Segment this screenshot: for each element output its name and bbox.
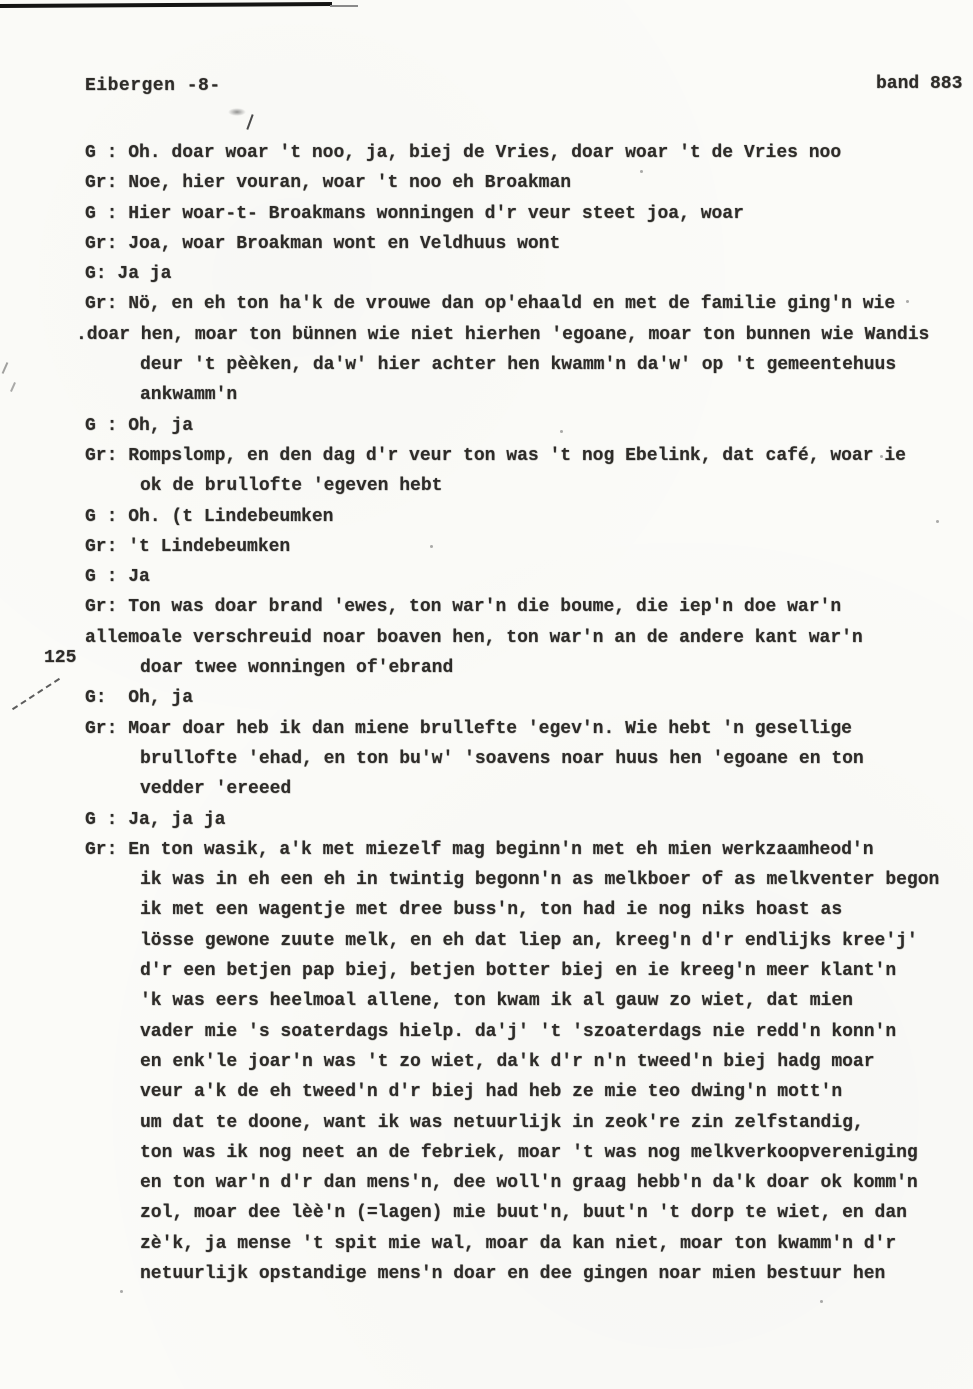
transcript-line: .doar hen, moar ton bünnen wie niet hierhen 'egoane, moar ton bunnen wie Wandis bbox=[76, 324, 930, 345]
transcript-line: G : Ja, ja ja bbox=[85, 809, 226, 830]
transcript-line: lösse gewone zuute melk, en eh dat liep an, kreeg'n d'r endlijks kree'j' bbox=[140, 930, 918, 951]
page-header-title: Eibergen -8- bbox=[85, 76, 221, 96]
transcript-line: ton was ik nog neet an de febriek, moar 't was nog melkverkoopvereniging bbox=[140, 1142, 918, 1163]
transcript-line: brullofte 'ehad, en ton bu'w' 'soavens noar huus hen 'egoane en ton bbox=[140, 748, 864, 769]
transcript-line: Gr: Noe, hier vouran, woar 't noo eh Broakman bbox=[85, 173, 572, 194]
scan-speck bbox=[120, 1290, 123, 1293]
transcript-line: allemoale verschreuid noar boaven hen, ton war'n an de andere kant war'n bbox=[85, 627, 863, 648]
transcript-line: G : Oh. doar woar 't noo, ja, biej de Vries, doar woar 't de Vries noo bbox=[85, 143, 842, 163]
scan-speck bbox=[820, 1300, 823, 1303]
transcript-line: G : Oh. (t Lindebeumken bbox=[85, 506, 334, 527]
transcript-line: Gr: En ton wasik, a'k met miezelf mag beginn'n met eh mien werkzaamheod'n bbox=[85, 839, 874, 860]
transcript-line: d'r een betjen pap biej, betjen botter biej en ie kreeg'n meer klant'n bbox=[140, 961, 897, 982]
ink-smudge-stroke bbox=[246, 114, 253, 130]
transcript-line: vedder 'ereeed bbox=[140, 779, 292, 800]
scan-speck bbox=[906, 300, 909, 303]
transcript-line: veur a'k de eh tweed'n d'r biej had heb ze mie teo dwing'n mott'n bbox=[140, 1082, 843, 1103]
transcript-line: Gr: Joa, woar Broakman wont en Veldhuus wont bbox=[85, 233, 561, 254]
transcript-line: en ton war'n d'r dan mens'n, dee woll'n graag hebb'n da'k doar ok komm'n bbox=[140, 1173, 918, 1194]
scan-speck bbox=[640, 170, 643, 173]
transcript-line: Gr: Nö, en eh ton ha'k de vrouwe dan op'ehaald en met de familie ging'n wie bbox=[85, 294, 896, 315]
transcript-line: 'k was eers heelmoal allene, ton kwam ik al gauw zo wiet, dat mien bbox=[140, 991, 853, 1012]
transcript-line: G : Hier woar-t- Broakmans wonningen d'r veur steet joa, woar bbox=[85, 203, 744, 224]
transcript-line: Gr: Ton was doar brand 'ewes, ton war'n die boume, die iep'n doe war'n bbox=[85, 597, 842, 618]
transcript-line: deur 't pèèken, da'w' hier achter hen kwamm'n da'w' op 't gemeentehuus bbox=[140, 355, 897, 376]
transcript-line: Gr: Moar doar heb ik dan miene brullefte 'egev'n. Wie hebt 'n gesellige bbox=[85, 718, 852, 739]
scan-speck bbox=[936, 520, 939, 523]
transcript-line: en enk'le joar'n was 't zo wiet, da'k d'r n'n tweed'n biej hadg moar bbox=[140, 1051, 875, 1072]
transcript-line: ok de brullofte 'egeven hebt bbox=[140, 476, 443, 497]
transcript-line: zè'k, ja mense 't spit mie wal, moar da kan niet, moar ton kwamm'n d'r bbox=[140, 1233, 897, 1254]
transcript-line: um dat te doone, want ik was netuurlijk in zeok're zin zelfstandig, bbox=[140, 1112, 864, 1133]
transcript-line: G : Ja bbox=[85, 567, 150, 588]
transcript-line: Gr: 't Lindebeumken bbox=[85, 536, 291, 557]
transcript-line: zol, moar dee lèè'n (=lagen) mie buut'n, buut'n 't dorp te wiet, en dan bbox=[140, 1203, 907, 1224]
scan-speck bbox=[560, 430, 563, 433]
transcript bbox=[0, 138, 973, 1289]
transcript-line: ik met een wagentje met dree buss'n, ton had ie nog niks hoast as bbox=[140, 900, 843, 921]
scan-speck bbox=[880, 455, 883, 458]
page-header-band-number: band 883 bbox=[876, 74, 963, 94]
transcript-line: G : Oh, ja bbox=[85, 415, 194, 436]
transcript-line: doar twee wonningen of'ebrand bbox=[140, 658, 454, 679]
transcript-line: G: Oh, ja bbox=[85, 688, 194, 709]
scan-speck bbox=[430, 545, 433, 548]
transcript-line: vader mie 's soaterdags hielp. da'j' 't 'szoaterdags nie redd'n konn'n bbox=[140, 1021, 897, 1042]
transcript-line: ankwamm'n bbox=[140, 385, 238, 406]
scan-edge-line-tail bbox=[330, 5, 358, 7]
scan-edge-line bbox=[0, 2, 332, 8]
transcript-line: netuurlijk opstandige mens'n doar en dee gingen noar mien bestuur hen bbox=[140, 1263, 886, 1284]
margin-line-number: 125 bbox=[44, 648, 77, 668]
transcript-line: ik was in eh een eh in twintig begonn'n as melkboer of as melkventer begon bbox=[140, 870, 940, 891]
ink-smudge bbox=[228, 108, 246, 116]
transcript-line: G: Ja ja bbox=[85, 264, 172, 285]
transcript-line: Gr: Rompslomp, en den dag d'r veur ton was 't nog Ebelink, dat café, woar ie bbox=[85, 445, 906, 466]
